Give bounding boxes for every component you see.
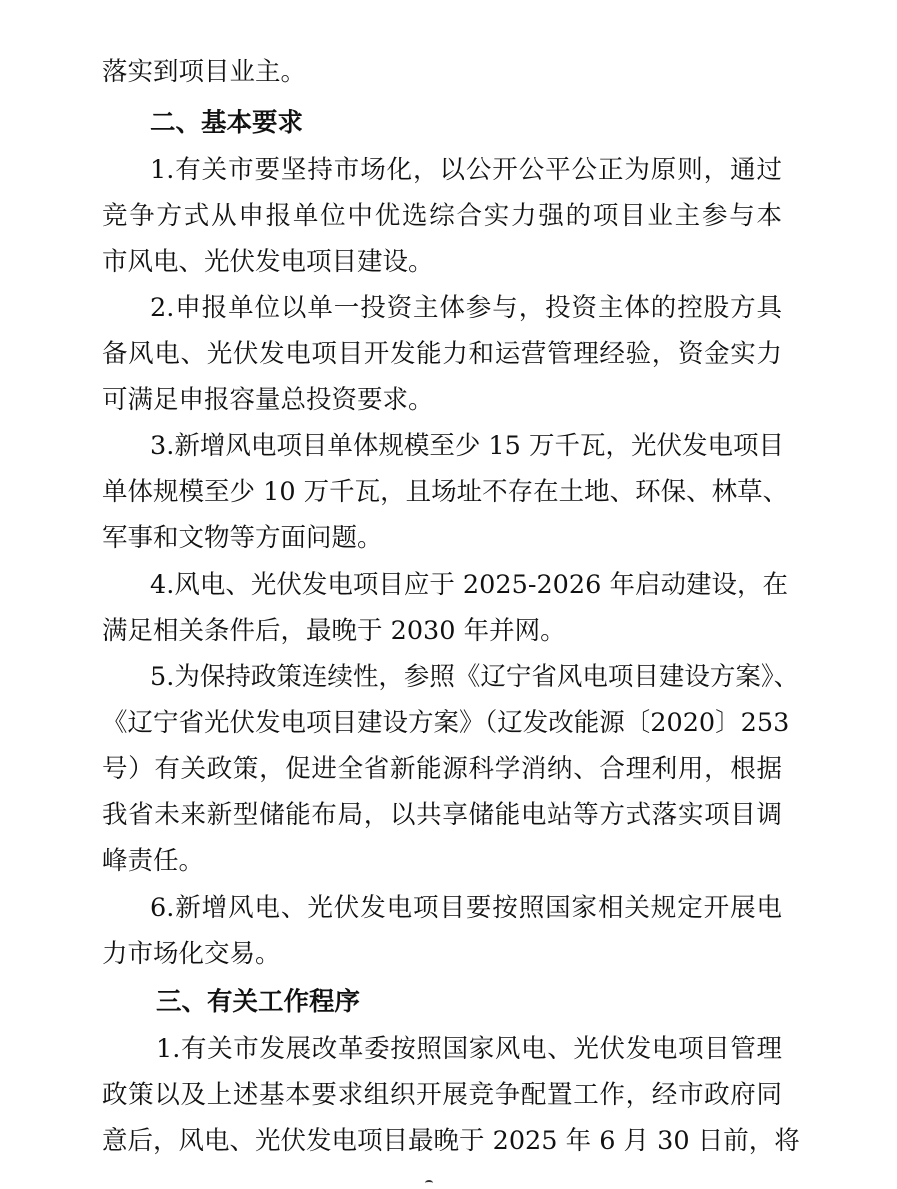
text-line-6: 2.申报单位以单一投资主体参与，投资主体的控股方具 [150,293,782,323]
text-line-11: 军事和文物等方面问题。 [102,523,383,553]
text-line-5: 市风电、光伏发电项目建设。 [102,247,434,277]
text-line-15: 《辽宁省光伏发电项目建设方案》（辽发改能源〔2020〕253 [102,708,790,738]
section-heading-work-procedure: 三、有关工作程序 [156,987,361,1017]
text-line-12: 4.风电、光伏发电项目应于 2025-2026 年启动建设，在 [150,570,788,600]
page-number-fragment [425,1180,433,1186]
text-line-18: 峰责任。 [102,846,205,876]
text-line-1: 落实到项目业主。 [102,57,307,87]
text-line-24: 意后，风电、光伏发电项目最晚于 2025 年 6 月 30 日前，将 [102,1126,800,1156]
text-line-4: 竞争方式从申报单位中优选综合实力强的项目业主参与本 [102,201,782,231]
text-line-13: 满足相关条件后，最晚于 2030 年并网。 [102,616,566,646]
text-line-14: 5.为保持政策连续性，参照《辽宁省风电项目建设方案》、 [150,662,800,692]
text-line-7: 备风电、光伏发电项目开发能力和运营管理经验，资金实力 [102,339,782,369]
text-line-16: 号）有关政策，促进全省新能源科学消纳、合理利用，根据 [102,754,782,784]
text-line-19: 6.新增风电、光伏发电项目要按照国家相关规定开展电 [150,893,782,923]
text-line-9: 3.新增风电项目单体规模至少 15 万千瓦，光伏发电项目 [150,431,784,461]
text-line-20: 力市场化交易。 [102,939,281,969]
text-line-8: 可满足申报容量总投资要求。 [102,385,434,415]
section-heading-basic-requirements: 二、基本要求 [150,108,304,138]
text-line-23: 政策以及上述基本要求组织开展竞争配置工作，经市政府同 [102,1080,782,1110]
text-line-10: 单体规模至少 10 万千瓦，且场址不存在土地、环保、林草、 [102,477,789,507]
text-line-3: 1.有关市要坚持市场化，以公开公平公正为原则，通过 [150,155,782,185]
text-line-22: 1.有关市发展改革委按照国家风电、光伏发电项目管理 [156,1034,782,1064]
text-line-17: 我省未来新型储能布局，以共享储能电站等方式落实项目调 [102,800,782,830]
